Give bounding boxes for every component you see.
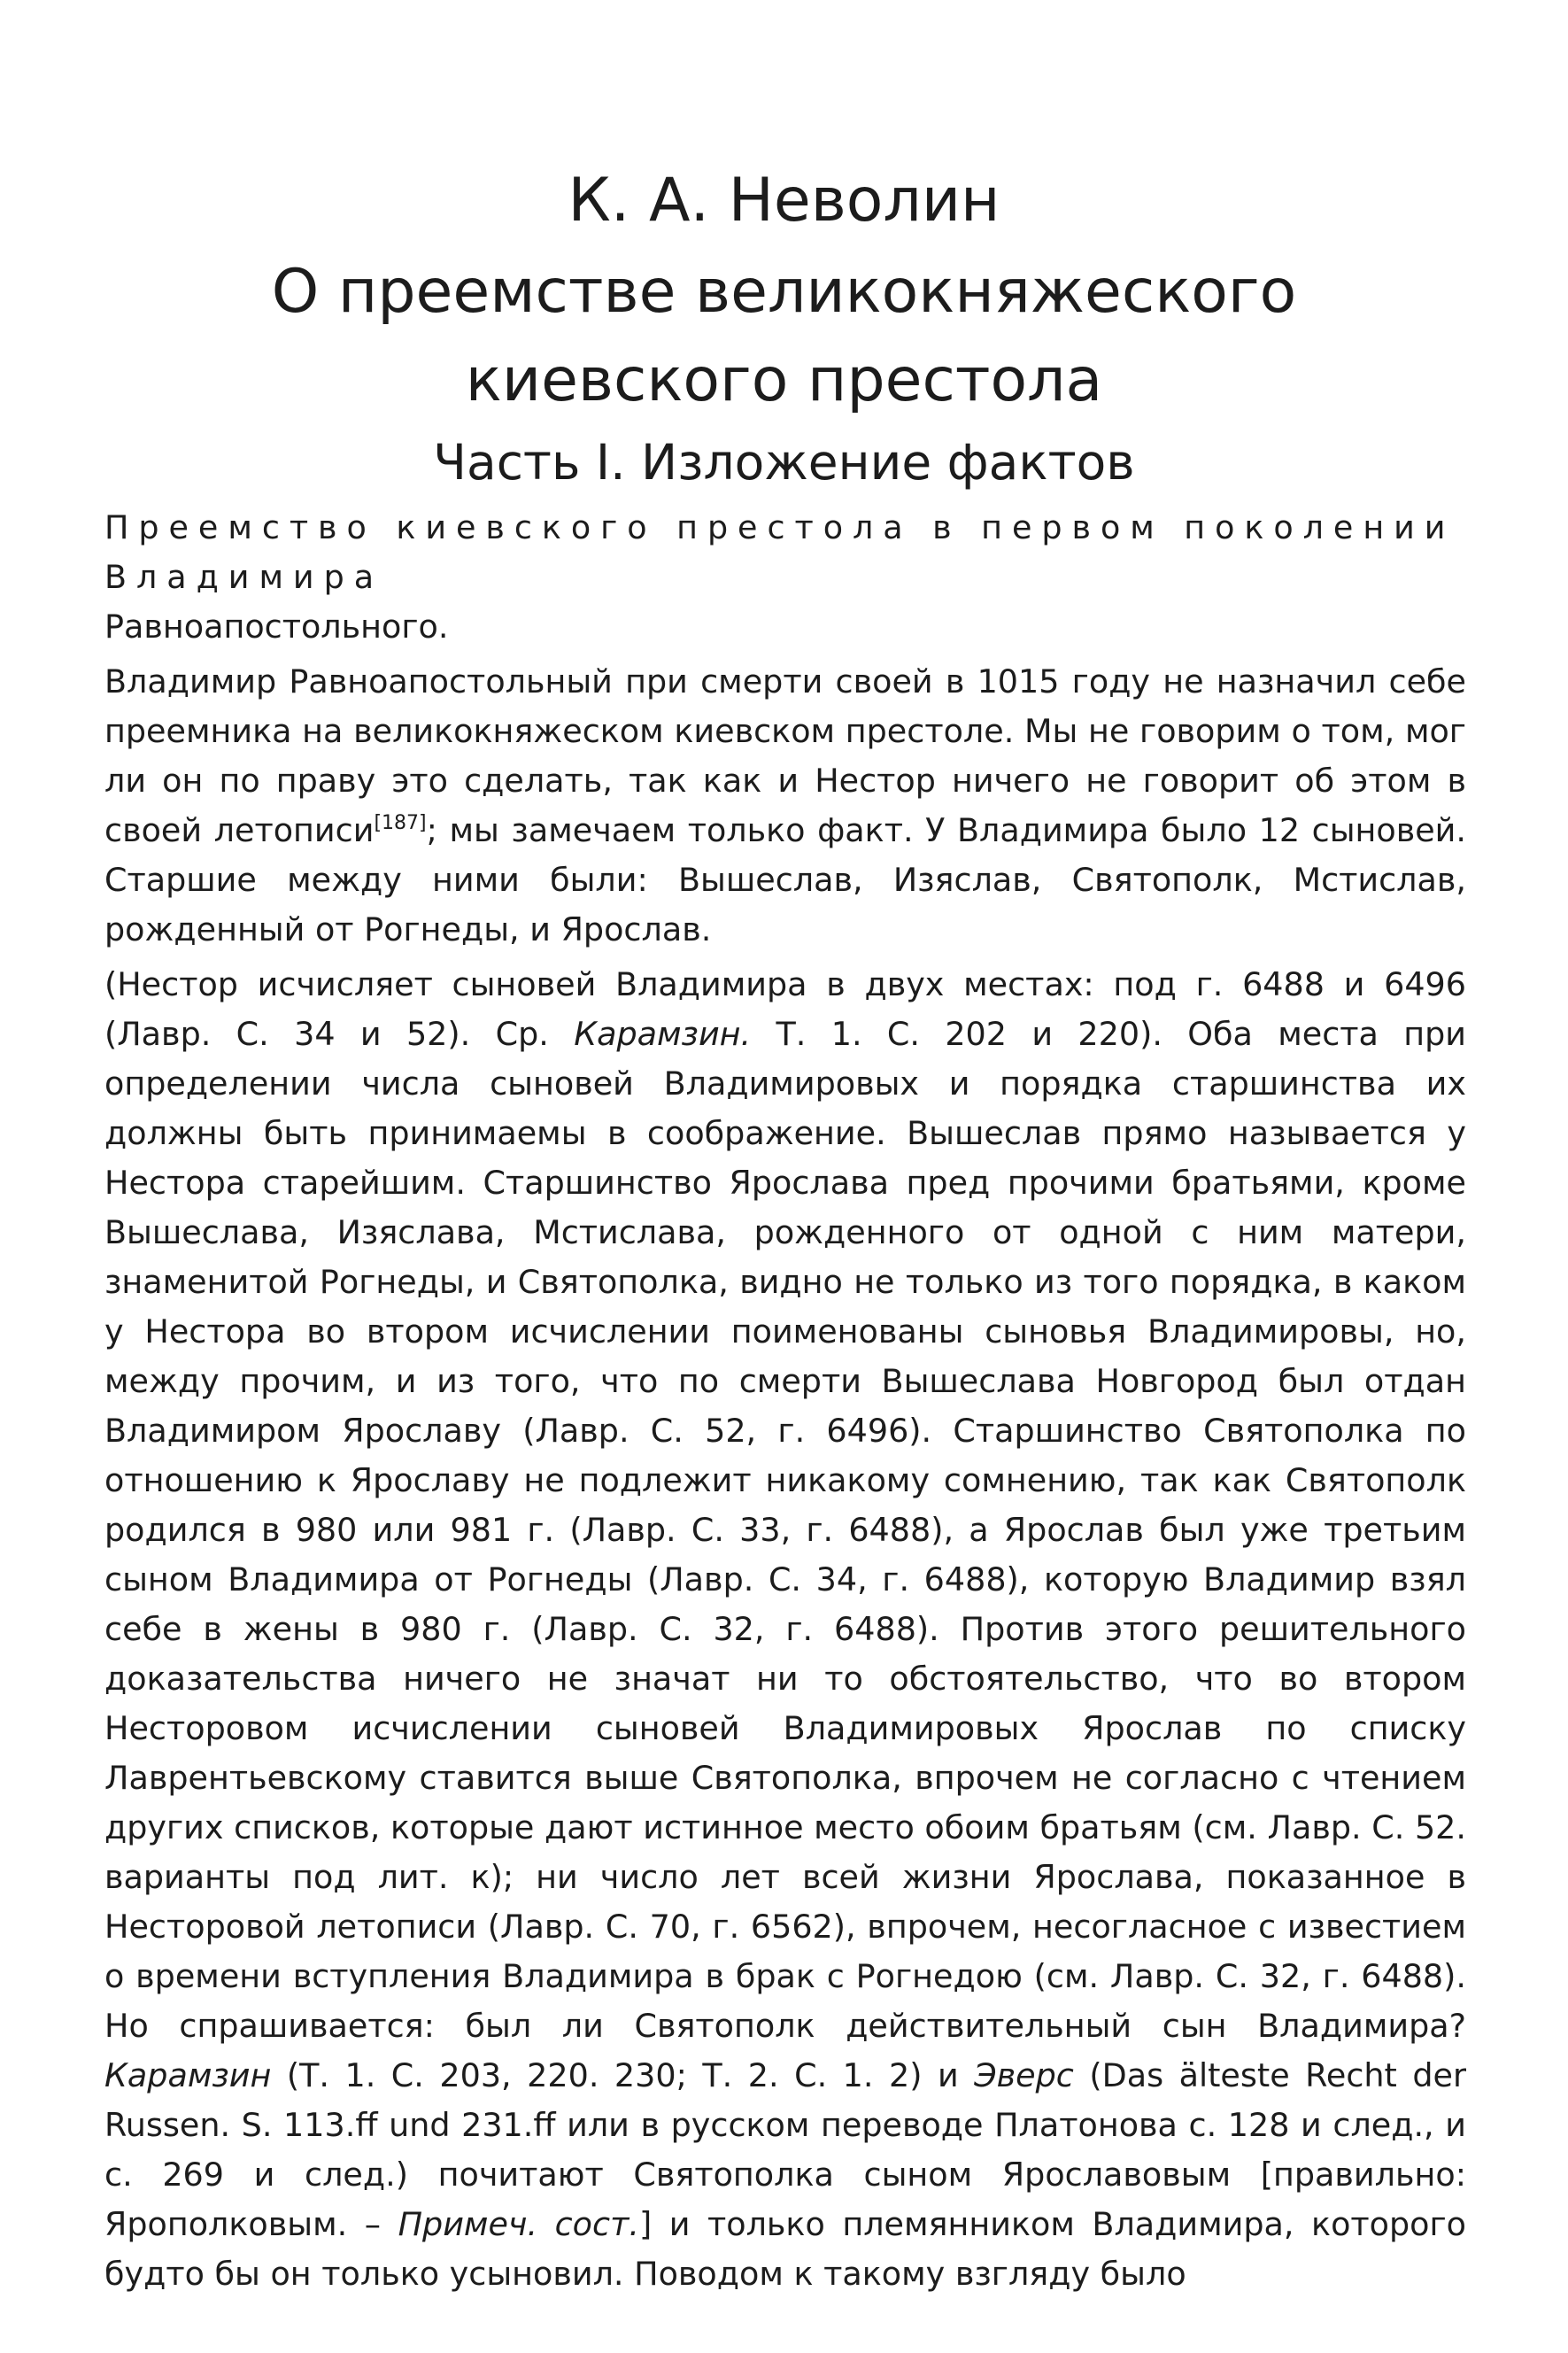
paragraph-2-text-5: ] и только племянником Владимира, которого будто бы он только усыновил. Поводом к такому взгляду было xyxy=(104,2205,1467,2293)
section-heading-spaced: Преемство киевского престола в первом поколении Владимира xyxy=(104,508,1456,596)
citation-karamzin-1: Карамзин. xyxy=(574,1015,752,1053)
work-title: О преемстве великокняжеского киевского престола xyxy=(271,257,1297,415)
paragraph-2 xyxy=(104,960,1466,2299)
footnote-ref-187[interactable]: [187] xyxy=(374,812,427,834)
compiler-note: Примеч. сост. xyxy=(398,2205,639,2243)
part-heading: Часть I. Изложение фактов xyxy=(433,434,1135,491)
paragraph-2-text-4: (Das älteste Recht der Russen. S. 113.ff und 231.ff или в русском переводе Платонова с. 128 и след., и с. 269 и след.) почитают Святополка сыном Ярославовым [правильно: Ярополковым. – xyxy=(104,2056,1466,2243)
paragraph-1-text-b: ; мы замечаем только факт. У Владимира было 12 сыновей. Старшие между ними были: Вышеслав, Изяслав, Святополк, Мстислав, рожденный от Рогнеды, и Ярослав. xyxy=(104,811,1467,948)
paragraph-1-text-a: Владимир Равноапостольный при смерти своей в 1015 году не назначил себе преемника на великокняжеском киевском престоле. Мы не говорим о том, мог ли он по праву это сделать, так как и Нестор ничего не говорит об этом в своей летописи xyxy=(104,662,1466,849)
paragraph-2-text-2: Т. 1. С. 202 и 220). Оба места при определении числа сыновей Владимировых и порядка старшинства их должны быть принимаемы в соображение. Вышеслав прямо называется у Нестора старейшим. Старшинство Ярослава пред прочими братьями, кроме Вышеслава, Изяслава, Мстислава, рожденного от одной с ним матери, знаменитой Рогнеды, и Святополка, видно не только из того порядка, в каком у Нестора во втором исчислении поименованы сыновья Владимировы, но, между прочим, и из того, что по смерти Вышеслава Новгород был отдан Владимиром Ярославу (Лавр. С. 52, г. 6496). Старшинство Святополка по отношению к Ярославу не подлежит никакому сомнению, так как Святополк родился в 980 или 981 г. (Лавр. С. 33, г. 6488), а Ярослав был уже третьим сыном Владимира от Рогнеды (Лавр. С. 34, г. 6488), которую Владимир взял себе в жены в 980 г. (Лавр. С. 32, г. 6488). Против этого решительного доказательства ничего не значат ни то обстоятельство, что во втором Несторовом исчислении сыновей Владимировых Ярослав по списку Лаврентьевскому ставится выше Святополка, впрочем не согласно с чтением других списков, которые дают истинное место обоим братьям (см. Лавр. С. 52. варианты под лит. к); ни число лет всей жизни Ярослава, показанное в Несторовой летописи (Лавр. С. 70, г. 6562), впрочем, несогласное с известием о времени вступления Владимира в брак с Рогнедою (см. Лавр. С. 32, г. 6488). Но спрашивается: был ли Святополк действительный сын Владимира? xyxy=(104,1015,1467,2045)
author-name: К. А. Неволин xyxy=(568,166,1000,236)
paragraph-2-text-1: (Нестор исчисляет сыновей Владимира в двух местах: под г. 6488 и 6496 (Лавр. С. 34 и 52). Ср. xyxy=(104,965,1466,1053)
section-heading-tail: Равноапостольного. xyxy=(104,608,449,646)
citation-karamzin-2: Карамзин xyxy=(104,2056,272,2094)
body-text xyxy=(104,503,1466,2304)
section-heading xyxy=(104,503,1466,652)
paragraph-1 xyxy=(104,657,1466,955)
paragraph-2-text-3: (Т. 1. С. 203, 220. 230; Т. 2. С. 1. 2) и xyxy=(271,2056,975,2094)
citation-evers: Эверс xyxy=(974,2056,1074,2094)
